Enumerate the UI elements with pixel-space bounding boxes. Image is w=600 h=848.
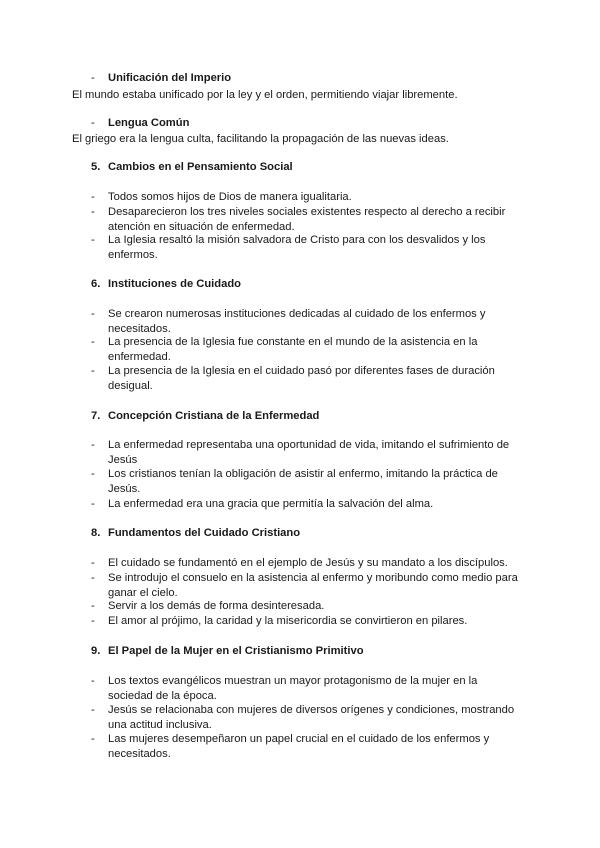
bullet-dash: - <box>91 675 95 687</box>
bullet-dash: - <box>91 572 95 584</box>
list-item-text: Se introdujo el consuelo en la asistencia al enfermo y moribundo como medio para ganar el cielo. <box>108 572 518 599</box>
bullet-dash: - <box>91 498 95 510</box>
bullet-dash: - <box>91 206 95 218</box>
bullet-dash: - <box>91 468 95 480</box>
list-item-text: La enfermedad representaba una oportunidad de vida, imitando el sufrimiento de Jesús <box>108 439 510 466</box>
section-number: 8. <box>91 527 101 539</box>
bullet-dash: - <box>91 615 95 627</box>
list-item-text: El amor al prójimo, la caridad y la misericordia se convirtieron en pilares. <box>108 615 468 627</box>
section-title-mujer: El Papel de la Mujer en el Cristianismo Primitivo <box>108 645 364 657</box>
section-title-fundamentos: Fundamentos del Cuidado Cristiano <box>108 527 301 539</box>
subheading-unificacion: Unificación del Imperio <box>108 72 232 84</box>
bullet-dash: - <box>91 336 95 348</box>
section-number: 9. <box>91 645 101 657</box>
section-number: 6. <box>91 278 101 290</box>
list-item-text: Servir a los demás de forma desinteresada. <box>108 600 325 612</box>
section-number: 5. <box>91 161 101 173</box>
bullet-dash: - <box>91 72 95 84</box>
paragraph-unificacion: El mundo estaba unificado por la ley y el orden, permitiendo viajar libremente. <box>72 89 458 101</box>
list-item-text: Los cristianos tenían la obligación de asistir al enfermo, imitando la práctica de Jesús. <box>108 468 498 495</box>
list-item-text: La presencia de la Iglesia en el cuidado pasó por diferentes fases de duración desigual. <box>108 365 495 392</box>
list-item-text: Se crearon numerosas instituciones dedicadas al cuidado de los enfermos y necesitados. <box>108 308 486 335</box>
paragraph-lengua: El griego era la lengua culta, facilitando la propagación de las nuevas ideas. <box>72 133 449 145</box>
section-title-cambios: Cambios en el Pensamiento Social <box>108 161 293 173</box>
list-item-text: El cuidado se fundamentó en el ejemplo de Jesús y su mandato a los discípulos. <box>108 557 508 569</box>
section-title-concepcion: Concepción Cristiana de la Enfermedad <box>108 410 320 422</box>
bullet-dash: - <box>91 733 95 745</box>
list-item-text: La enfermedad era una gracia que permitía la salvación del alma. <box>108 498 434 510</box>
bullet-dash: - <box>91 234 95 246</box>
bullet-dash: - <box>91 704 95 716</box>
bullet-dash: - <box>91 365 95 377</box>
bullet-dash: - <box>91 439 95 451</box>
bullet-dash: - <box>91 600 95 612</box>
list-item-text: Jesús se relacionaba con mujeres de diversos orígenes y condiciones, mostrando una actitud inclusiva. <box>108 704 515 731</box>
section-number: 7. <box>91 410 101 422</box>
list-item-text: La Iglesia resaltó la misión salvadora de Cristo para con los desvalidos y los enfermos. <box>108 234 486 261</box>
bullet-dash: - <box>91 557 95 569</box>
bullet-dash: - <box>91 191 95 203</box>
section-title-instituciones: Instituciones de Cuidado <box>108 278 242 290</box>
list-item-text: La presencia de la Iglesia fue constante en el mundo de la asistencia en la enfermedad. <box>108 336 478 363</box>
list-item-text: Las mujeres desempeñaron un papel crucial en el cuidado de los enfermos y necesitados. <box>108 733 490 760</box>
bullet-dash: - <box>91 308 95 320</box>
list-item-text: Los textos evangélicos muestran un mayor protagonismo de la mujer en la sociedad de la época. <box>108 675 478 702</box>
list-item-text: Desaparecieron los tres niveles sociales existentes respecto al derecho a recibir atención en situación de enfermedad. <box>108 206 506 233</box>
list-item-text: Todos somos hijos de Dios de manera igualitaria. <box>108 191 352 203</box>
subheading-lengua: Lengua Común <box>108 117 190 129</box>
bullet-dash: - <box>91 117 95 129</box>
